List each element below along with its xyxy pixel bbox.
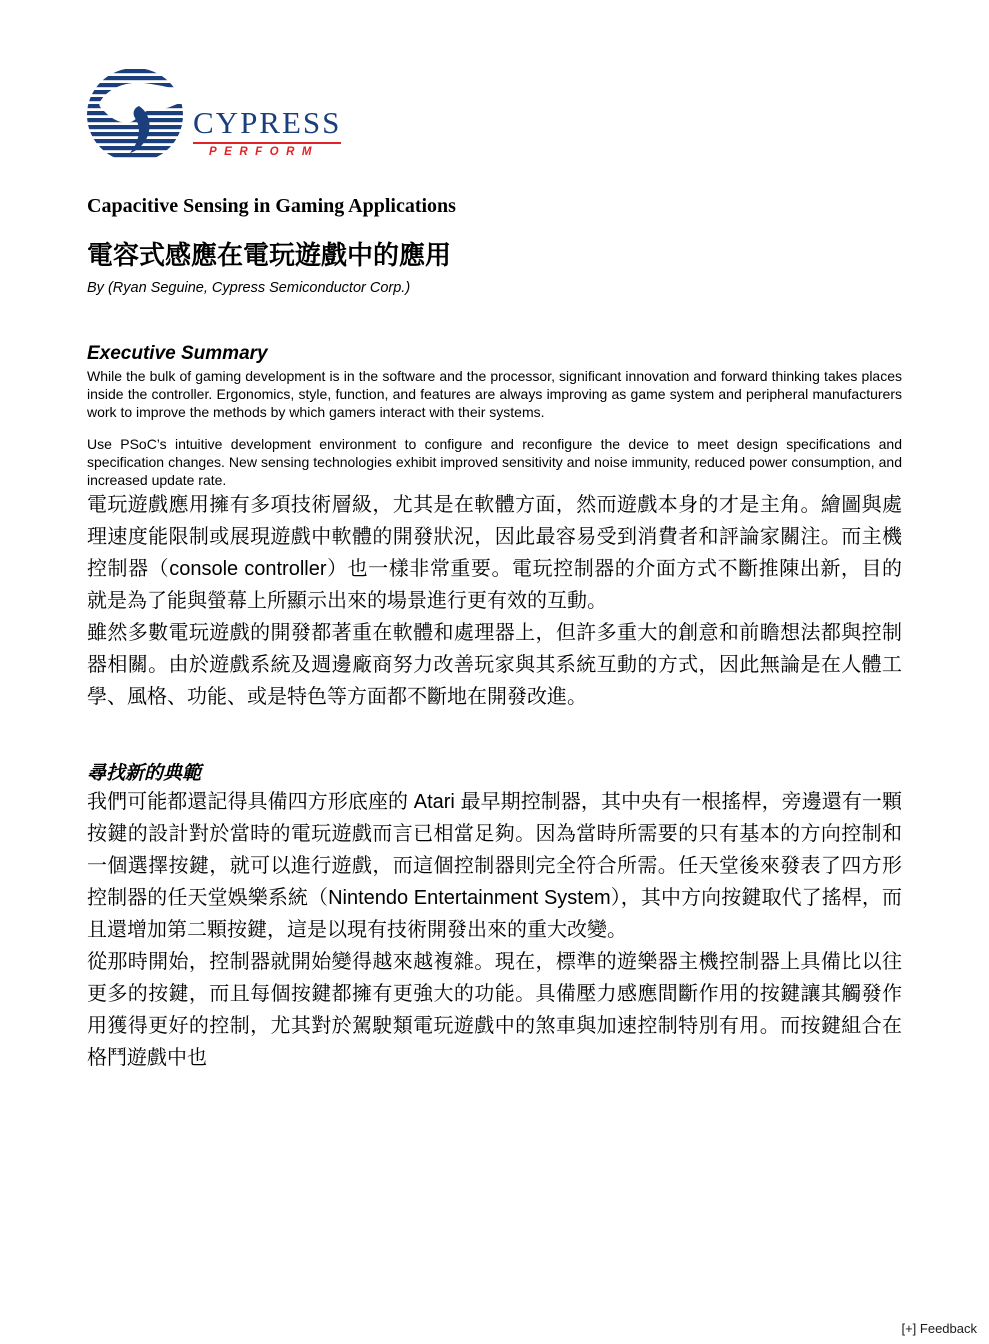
document-page [0,64,989,1074]
logo-brand-text: CYPRESS [193,104,342,140]
logo-red-rule [193,142,341,144]
cypress-logo [87,64,902,164]
exec-paragraph-2: Use PSoC’s intuitive development environment to configure and reconfigure the device to meet design specifications and specification changes. New sensing technologies exhibit improved sensitivity and noise immunity, reduced power consumption, and increased update rate. [87,436,902,489]
paradigm-section-heading: 尋找新的典範 [87,763,202,785]
logo-text-block [193,104,342,165]
feedback-link[interactable]: [+] Feedback [901,1321,977,1336]
document-title-zh: 電容式感應在電玩遊戲中的應用 [87,240,452,270]
paradigm-paragraph-2: 從那時開始，控制器就開始變得越來越複雜。現在，標準的遊樂器主機控制器上具備比以往更多的按鍵，而且每個按鍵都擁有更強大的功能。具備壓力感應間斷作用的按鍵讓其觸發作用獲得更好的控制，尤其對於駕駛類電玩遊戲中的煞車與加速控制特別有用。而按鍵組合在格鬥遊戲中也 [87,950,902,1069]
intro-zh-paragraph-2: 雖然多數電玩遊戲的開發都著重在軟體和處理器上，但許多重大的創意和前瞻想法都與控制器相關。由於遊戲系統及週邊廠商努力改善玩家與其系統互動的方式，因此無論是在人體工學、風格、功能、或是特色等方面都不斷地在開發改進。 [87,622,902,709]
intro-zh-paragraph-1: 電玩遊戲應用擁有多項技術層級，尤其是在軟體方面，然而遊戲本身的才是主角。繪圖與處理速度能限制或展現遊戲中軟體的開發狀況，因此最容易受到消費者和評論家關注。而主機控制器（console controller）也一樣非常重要。電玩控制器的介面方式不斷推陳出新，目的就是為了能與螢幕上所顯示出來的場景進行更有效的互動。 [87,494,902,613]
exec-paragraph-1: While the bulk of gaming development is in the software and the processor, significant innovation and forward thinking takes places inside the controller. Ergonomics, style, function, and features are always improving as game system and peripheral manufacturers work to improve the methods by which gamers interact with their systems. [87,368,902,421]
executive-summary-heading: Executive Summary [87,343,268,365]
logo-tagline-text: PERFORM [209,145,319,158]
byline: By (Ryan Seguine, Cypress Semiconductor Corp.) [87,280,411,297]
document-title-en: Capacitive Sensing in Gaming Applications [87,195,456,217]
paradigm-paragraph-1: 我們可能都還記得具備四方形底座的 Atari 最早期控制器，其中央有一根搖桿，旁邊還有一顆按鍵的設計對於當時的電玩遊戲而言已相當足夠。因為當時所需要的只有基本的方向控制和一個選擇按鍵，就可以進行遊戲，而這個控制器則完全符合所需。任天堂後來發表了四方形控制器的任天堂娛樂系統（Nintendo Entertainment System），其中方向按鍵取代了搖桿，而且還增加第二顆按鍵，這是以現有技術開發出來的重大改變。 [87,790,902,941]
